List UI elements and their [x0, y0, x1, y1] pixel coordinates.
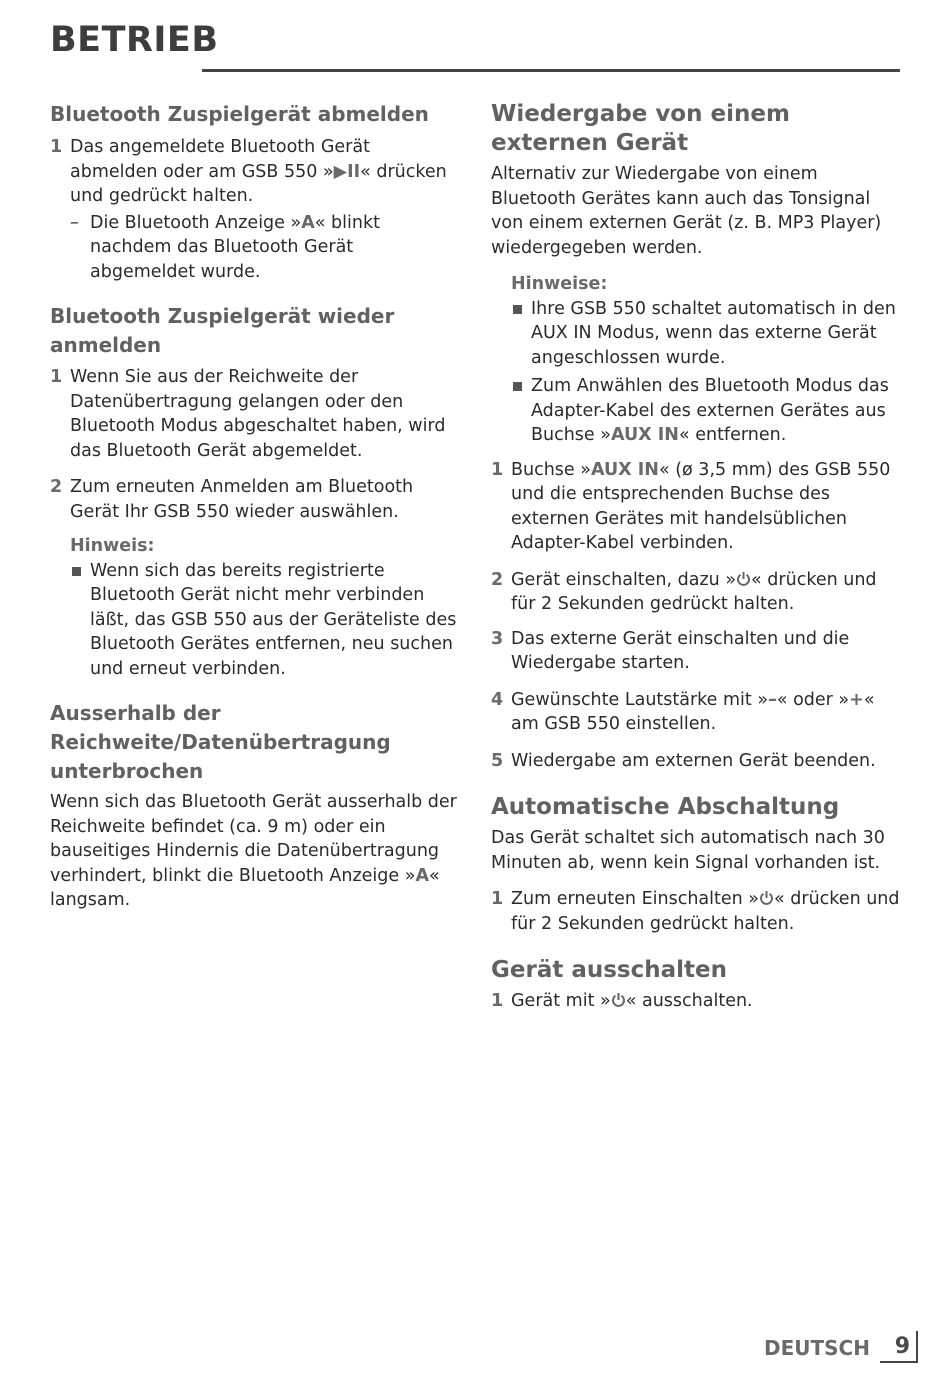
step-text: « (ø 3,5 mm) des GSB 550 und die entsprechenden Buchse des externen Gerätes mit handelsüblichen Adapter-Kabel verbinden.	[511, 459, 891, 553]
bullet-square-icon	[513, 305, 522, 314]
note-text: Zum Anwählen des Bluetooth Modus das Adapter-Kabel des externen Gerätes aus Buchse »	[531, 376, 889, 445]
step-item	[491, 688, 901, 737]
step-item	[50, 475, 460, 524]
step-item	[491, 989, 901, 1014]
step-item	[491, 568, 901, 617]
footer-rule-vertical	[916, 1331, 918, 1363]
section-title-bt-relogin: Bluetooth Zuspielgerät wieder anmelden	[50, 304, 395, 357]
step-text: Zum erneuten Anmelden am Bluetooth Gerät Ihr GSB 550 wieder auswählen.	[70, 477, 414, 522]
note-bullet	[50, 559, 460, 682]
step-number: 1	[491, 889, 504, 909]
volume-up-key: +	[849, 689, 864, 710]
footer-rule	[880, 1361, 916, 1363]
volume-down-key: –	[768, 689, 777, 710]
step-text: « am GSB 550 einstellen.	[511, 689, 875, 734]
note-title: Hinweis:	[70, 536, 155, 556]
power-icon	[611, 992, 626, 1008]
section-title-auto-off: Automatische Abschaltung	[491, 794, 840, 820]
step-text: « drücken und für 2 Sekunden gedrückt halten.	[511, 569, 877, 614]
page-number: 9	[894, 1334, 910, 1359]
right-column	[491, 100, 901, 1014]
step-number: 5	[491, 750, 504, 771]
step-number: 1	[491, 459, 504, 480]
paragraph-text: « langsam.	[50, 865, 440, 910]
step-number: 1	[491, 991, 504, 1011]
step-text: « oder »	[776, 689, 850, 710]
bullet-square-icon	[513, 382, 522, 391]
step-text: Gewünschte Lautstärke mit »	[511, 689, 769, 710]
play-pause-key: ▶II	[333, 161, 361, 182]
step-text: « drücken und für 2 Sekunden gedrückt halten.	[511, 889, 900, 934]
bullet-square-icon	[72, 567, 81, 576]
note-bullet	[491, 297, 901, 371]
step-text: Zum erneuten Einschalten »	[511, 889, 759, 909]
header-rule	[202, 69, 900, 72]
section-title-power-off: Gerät ausschalten	[491, 957, 727, 983]
step-number: 1	[50, 367, 63, 387]
step-number: 3	[491, 628, 504, 649]
paragraph: Alternativ zur Wiedergabe von einem Bluetooth Gerätes kann auch das Tonsignal von einem externen Gerät (z. B. MP3 Player) wiedergegeben werden.	[491, 164, 882, 258]
step-item	[50, 365, 460, 463]
step-text: Das externe Gerät einschalten und die Wiedergabe starten.	[511, 628, 850, 673]
step-item	[491, 627, 901, 676]
paragraph	[50, 790, 460, 913]
step-text: Wiedergabe am externen Gerät beenden.	[511, 750, 876, 771]
note-bullet	[491, 374, 901, 448]
power-icon	[736, 571, 751, 587]
section-title-external-playback: Wiedergabe von einem externen Gerät	[491, 101, 790, 156]
bt-indicator-key: A	[415, 865, 429, 886]
step-text: Buchse »	[511, 459, 591, 480]
paragraph: Das Gerät schaltet sich automatisch nach 30 Minuten ab, wenn kein Signal vorhanden ist.	[491, 828, 885, 873]
result-text: « blinkt nachdem das Bluetooth Gerät abgemeldet wurde.	[90, 212, 380, 282]
note-text: « entfernen.	[678, 425, 787, 445]
paragraph-text: Wenn sich das Bluetooth Gerät ausserhalb der Reichweite befindet (ca. 9 m) oder ein bauseitiges Hindernis die Datenübertragung verhindert, blinkt die Bluetooth Anzeige »	[50, 792, 457, 886]
step-number: 2	[50, 477, 63, 497]
step-text: Wenn Sie aus der Reichweite der Datenübertragung gelangen oder den Bluetooth Modus abgeschaltet haben, wird das Bluetooth Gerät abgemeldet.	[70, 367, 446, 461]
page-title: BETRIEB	[50, 20, 219, 60]
result-item	[50, 211, 460, 285]
aux-in-key: AUX IN	[590, 459, 659, 480]
dash-mark: –	[70, 212, 79, 233]
step-text: Das angemeldete Bluetooth Gerät abmelden oder am GSB 550 »	[70, 137, 370, 182]
step-number: 2	[491, 569, 504, 590]
step-text: « ausschalten.	[625, 991, 753, 1011]
step-number: 1	[50, 137, 63, 157]
left-column	[50, 100, 460, 913]
result-text: Die Bluetooth Anzeige »	[90, 212, 302, 233]
note-text: Ihre GSB 550 schaltet automatisch in den AUX IN Modus, wenn das externe Gerät angeschlossen wurde.	[531, 298, 896, 368]
step-text: Gerät mit »	[511, 991, 611, 1011]
power-icon	[759, 890, 774, 906]
step-item	[491, 749, 901, 774]
step-item	[491, 458, 901, 556]
section-title-out-of-range: Ausserhalb der Reichweite/Datenübertragung unterbrochen	[50, 701, 391, 783]
notes-title: Hinweise:	[511, 274, 608, 294]
aux-in-key: AUX IN	[610, 425, 679, 445]
page-header	[50, 20, 900, 60]
step-text: Gerät einschalten, dazu »	[511, 569, 737, 590]
footer-language: DEUTSCH	[764, 1336, 870, 1360]
note-text: Wenn sich das bereits registrierte Bluetooth Gerät nicht mehr verbinden läßt, das GSB 550 aus der Geräteliste des Bluetooth Gerätes entfernen, neu suchen und erneut verbinden.	[90, 560, 457, 679]
bt-indicator-key: A	[301, 212, 315, 233]
step-text: « drücken und gedrückt halten.	[70, 161, 447, 206]
step-item	[491, 887, 901, 936]
section-title-bt-logout: Bluetooth Zuspielgerät abmelden	[50, 102, 429, 126]
step-number: 4	[491, 689, 504, 710]
step-item	[50, 135, 460, 209]
